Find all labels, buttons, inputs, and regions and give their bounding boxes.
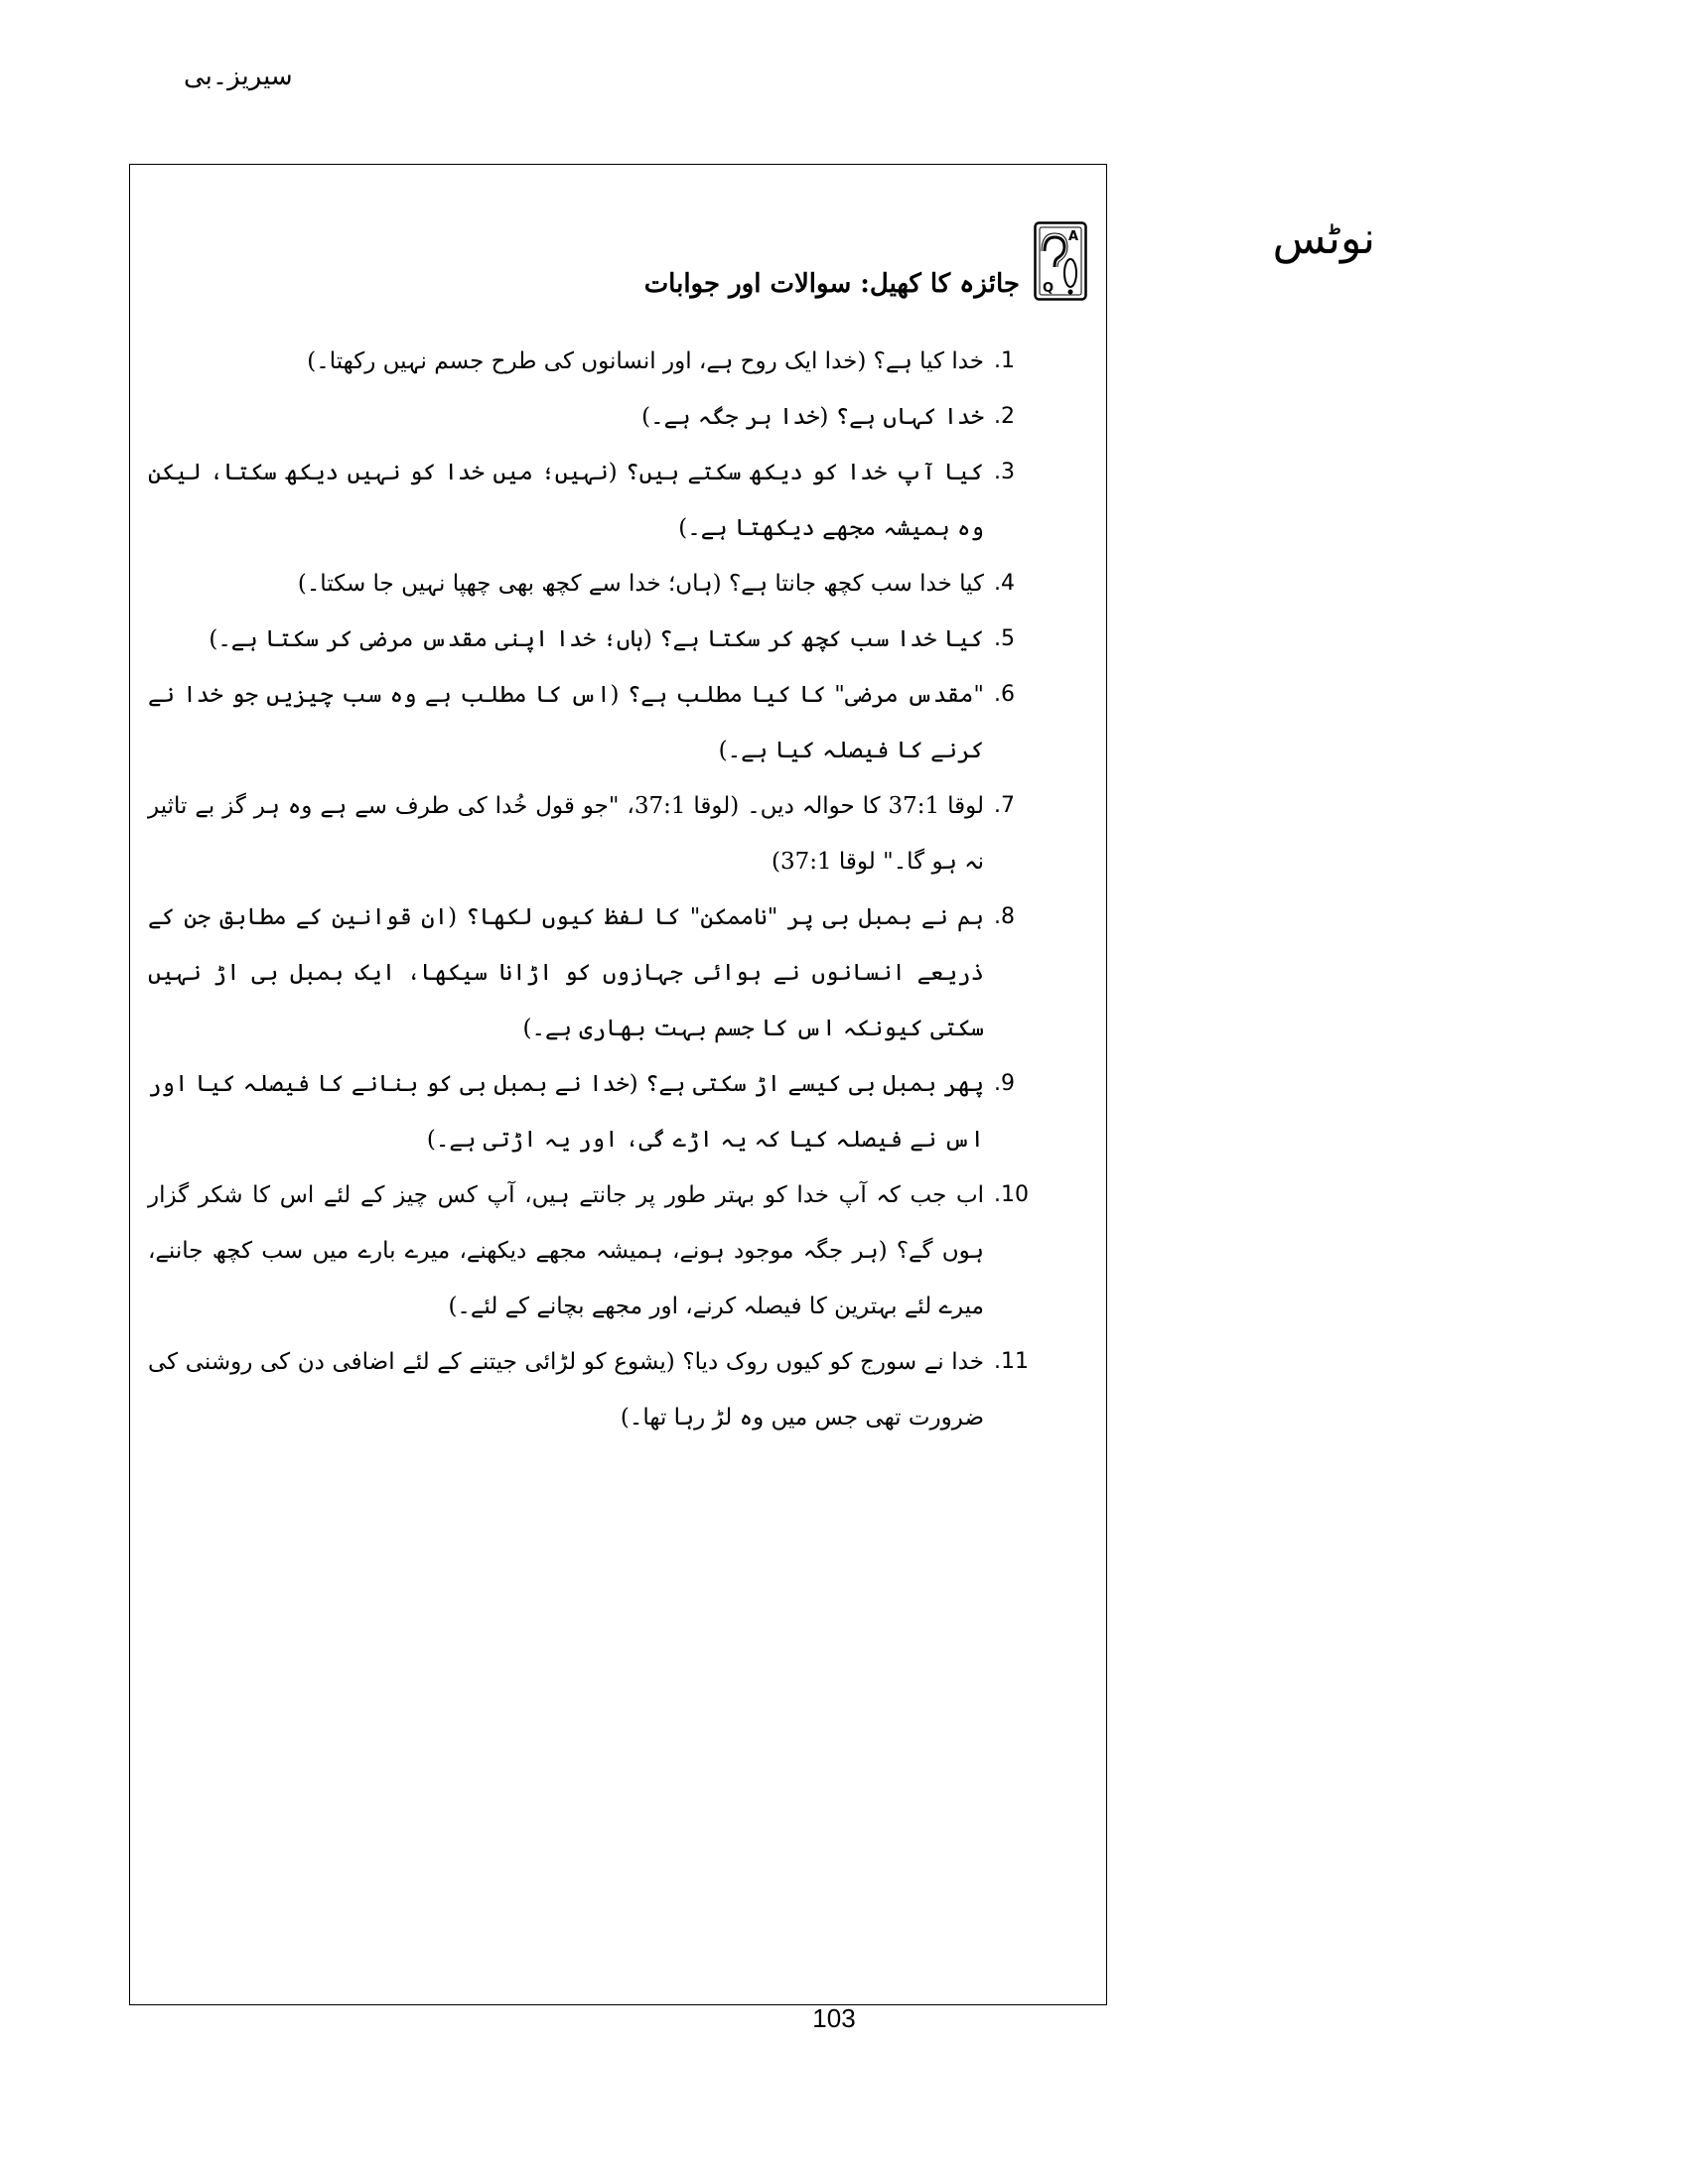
list-item	[148, 445, 1042, 556]
question-text: کیا خدا سب کچھ جانتا ہے؟ (ہاں؛ خدا سے کچھ بھی چھپا نہیں جا سکتا۔)	[297, 571, 984, 597]
qa-icon-letter-a: A	[1068, 229, 1079, 244]
list-item	[148, 556, 1042, 612]
qa-icon	[1034, 221, 1087, 301]
question-number: .7	[994, 793, 1015, 818]
question-text: اب جب کہ آپ خدا کو بہتر طور پر جانتے ہیں، آپ کس چیز کے لئے اس کا شکر گزار ہوں گے؟ (ہر جگہ موجود ہونے، ہمیشہ مجھے دیکھنے، میرے بارے میں سب کچھ جاننے، میرے لئے بہترین کا فیصلہ کرنے، اور مجھے بچانے کے لئے۔)	[148, 1182, 984, 1319]
question-number: .3	[994, 460, 1015, 484]
list-item	[148, 778, 1042, 889]
question-text: پھر بمبل بی کیسے اڑ سکتی ہے؟ (خدا نے بمبل بی کو بنانے کا فیصلہ کیا اور اس نے فیصلہ کیا کہ یہ اڑے گی، اور یہ اڑتی ہے۔)	[148, 1071, 984, 1153]
question-number: .2	[994, 404, 1015, 429]
list-item	[148, 389, 1042, 445]
question-text: کیا خدا سب کچھ کر سکتا ہے؟ (ہاں؛ خدا اپنی مقدس مرضی کر سکتا ہے۔)	[209, 626, 984, 652]
section-header	[644, 221, 1087, 301]
list-item	[148, 889, 1042, 1056]
question-text: کیا آپ خدا کو دیکھ سکتے ہیں؟ (نہیں؛ میں خدا کو نہیں دیکھ سکتا، لیکن وہ ہمیشہ مجھے دیکھتا ہے۔)	[148, 460, 984, 541]
qa-list	[130, 334, 1106, 1445]
question-text: ہم نے بمبل بی پر "ناممکن" کا لفظ کیوں لکھا؟ (ان قوانین کے مطابق جن کے ذریعے انسانوں نے ہوائی جہازوں کو اڑانا سیکھا، ایک بمبل بی اڑ نہیں سکتی کیونکہ اس کا جسم بہت بھاری ہے۔)	[148, 904, 984, 1041]
question-number: .8	[994, 904, 1015, 929]
section-title: جائزہ کا کھیل: سوالات اور جوابات	[643, 269, 1020, 299]
question-text: خدا کہاں ہے؟ (خدا ہر جگہ ہے۔)	[641, 404, 984, 430]
list-item	[148, 1167, 1042, 1334]
list-item	[148, 1056, 1042, 1167]
question-text: لوقا 37:1 کا حوالہ دیں۔ (لوقا 37:1، "جو قول خُدا کی طرف سے ہے وہ ہر گز بے تاثیر نہ ہو گا۔" لوقا 37:1)	[148, 793, 985, 875]
list-item	[148, 612, 1042, 667]
content-box	[129, 164, 1107, 2005]
list-item	[148, 667, 1042, 778]
qa-icon-letter-q: Q	[1043, 281, 1055, 296]
question-text: خدا کیا ہے؟ (خدا ایک روح ہے، اور انسانوں کی طرح جسم نہیں رکھتا۔)	[307, 348, 984, 374]
list-item	[148, 1334, 1042, 1445]
question-number: .11	[994, 1349, 1029, 1374]
page-number: 103	[812, 2003, 856, 2033]
question-text: خدا نے سورج کو کیوں روک دیا؟ (یشوع کو لڑائی جیتنے کے لئے اضافی دن کی روشنی کی ضرورت تھی جس میں وہ لڑ رہا تھا۔)	[148, 1349, 984, 1431]
question-text: "مقدس مرضی" کا کیا مطلب ہے؟ (اس کا مطلب ہے وہ سب چیزیں جو خدا نے کرنے کا فیصلہ کیا ہے۔)	[148, 682, 984, 763]
question-number: .1	[994, 348, 1015, 373]
notes-heading: نوٹس	[1272, 213, 1375, 264]
list-item	[148, 334, 1042, 389]
question-number: .9	[994, 1071, 1015, 1096]
question-number: .4	[994, 571, 1015, 596]
question-number: .6	[994, 682, 1015, 707]
question-number: .10	[994, 1182, 1029, 1207]
series-label: سیریز۔بی	[184, 62, 293, 91]
question-number: .5	[994, 626, 1015, 651]
